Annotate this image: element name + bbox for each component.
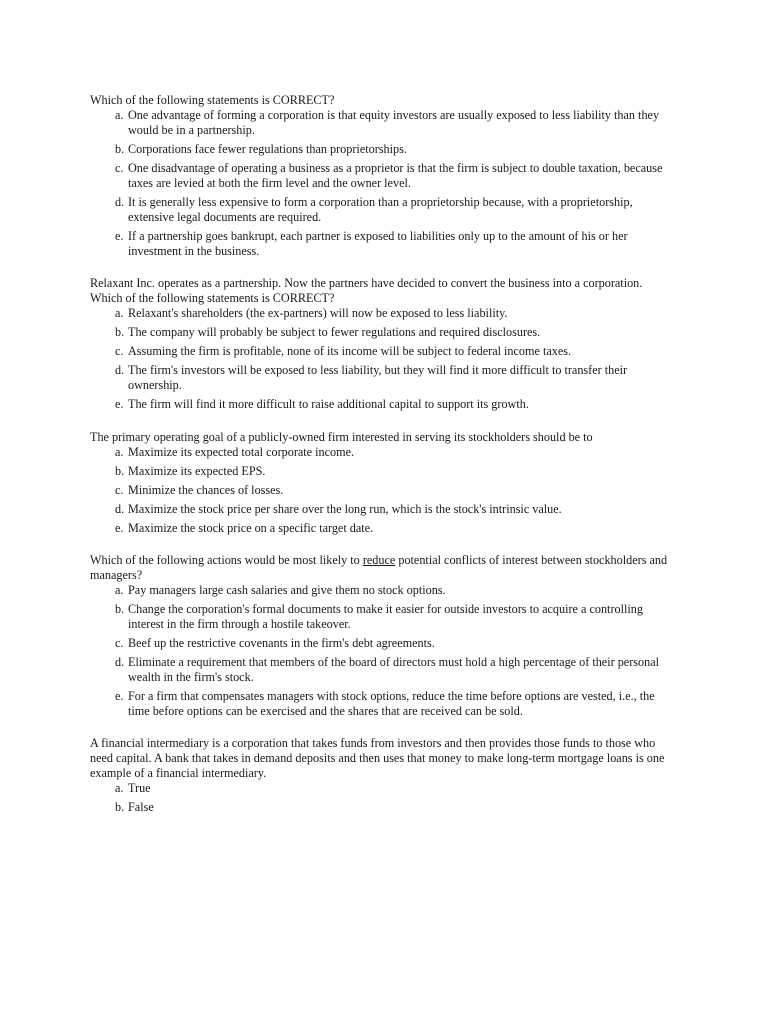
option-letter: a. <box>115 781 124 795</box>
option-a <box>90 781 668 796</box>
option-e <box>90 521 668 536</box>
option-letter: b. <box>115 602 125 616</box>
option-text: Maximize its expected total corporate income. <box>128 445 355 459</box>
option-text: The firm will find it more difficult to raise additional capital to support its growth. <box>128 397 529 411</box>
option-a <box>90 583 668 598</box>
question-2 <box>90 276 668 412</box>
answer-options <box>90 108 668 259</box>
option-b <box>90 142 668 157</box>
option-text: The company will probably be subject to fewer regulations and required disclosures. <box>128 325 541 339</box>
option-text: One advantage of forming a corporation is that equity investors are usually exposed to less liability than they would be in a partnership. <box>128 108 660 137</box>
option-letter: b. <box>115 325 125 339</box>
option-text: Change the corporation's formal documents to make it easier for outside investors to acquire a controlling interest in the firm through a hostile takeover. <box>128 602 643 631</box>
answer-options <box>90 445 668 536</box>
option-d <box>90 363 668 393</box>
option-letter: c. <box>115 344 124 358</box>
option-letter: b. <box>115 464 125 478</box>
option-text: Maximize the stock price per share over the long run, which is the stock's intrinsic value. <box>128 502 562 516</box>
option-letter: c. <box>115 161 124 175</box>
option-letter: a. <box>115 445 124 459</box>
option-d <box>90 655 668 685</box>
question-5 <box>90 736 668 815</box>
option-letter: b. <box>115 142 125 156</box>
option-c <box>90 636 668 651</box>
underlined-keyword: reduce <box>362 553 396 567</box>
option-b <box>90 800 668 815</box>
option-text: If a partnership goes bankrupt, each partner is exposed to liabilities only up to the amount of his or her investment in the business. <box>128 229 628 258</box>
option-d <box>90 195 668 225</box>
option-letter: b. <box>115 800 125 814</box>
question-stem: A financial intermediary is a corporation that takes funds from investors and then provides those funds to those who need capital. A bank that takes in demand deposits and then uses that money to make long-term mortgage loans is one example of a financial intermediary. <box>90 736 665 780</box>
question-stem: Relaxant Inc. operates as a partnership. Now the partners have decided to convert the business into a corporation. Which of the following statements is CORRECT? <box>90 276 643 305</box>
option-letter: c. <box>115 636 124 650</box>
option-text: Relaxant's shareholders (the ex-partners) will now be exposed to less liability. <box>128 306 508 320</box>
option-c <box>90 344 668 359</box>
option-letter: e. <box>115 397 124 411</box>
option-a <box>90 108 668 138</box>
option-text: It is generally less expensive to form a corporation than a proprietorship because, with a proprietorship, extensive legal documents are required. <box>128 195 633 224</box>
option-a <box>90 306 668 321</box>
option-c <box>90 161 668 191</box>
option-letter: d. <box>115 655 125 669</box>
option-c <box>90 483 668 498</box>
option-letter: d. <box>115 502 125 516</box>
option-letter: a. <box>115 108 124 122</box>
option-text: Minimize the chances of losses. <box>128 483 284 497</box>
option-text: Maximize its expected EPS. <box>128 464 266 478</box>
option-e <box>90 397 668 412</box>
option-text: One disadvantage of operating a business as a proprietor is that the firm is subject to double taxation, because taxes are levied at both the firm level and the owner level. <box>128 161 663 190</box>
question-stem: Which of the following statements is CORRECT? <box>90 93 335 107</box>
question-stem <box>90 553 668 583</box>
option-b <box>90 464 668 479</box>
option-text: The firm's investors will be exposed to less liability, but they will find it more difficult to transfer their ownership. <box>128 363 628 392</box>
question-1 <box>90 93 668 259</box>
option-text: Assuming the firm is profitable, none of its income will be subject to federal income taxes. <box>128 344 572 358</box>
option-letter: a. <box>115 306 124 320</box>
option-text: False <box>128 800 154 814</box>
option-d <box>90 502 668 517</box>
option-text: Maximize the stock price on a specific target date. <box>128 521 374 535</box>
question-3 <box>90 430 668 536</box>
option-letter: e. <box>115 229 124 243</box>
question-stem: The primary operating goal of a publicly-owned firm interested in serving its stockholders should be to <box>90 430 593 444</box>
option-letter: c. <box>115 483 124 497</box>
option-e <box>90 689 668 719</box>
answer-options <box>90 306 668 412</box>
question-4 <box>90 553 668 719</box>
answer-options <box>90 583 668 719</box>
option-b <box>90 325 668 340</box>
option-letter: a. <box>115 583 124 597</box>
option-b <box>90 602 668 632</box>
option-text: For a firm that compensates managers with stock options, reduce the time before options are vested, i.e., the time before options can be exercised and the shares that are received can be sold. <box>128 689 655 718</box>
option-text: Pay managers large cash salaries and give them no stock options. <box>128 583 446 597</box>
option-letter: d. <box>115 195 125 209</box>
question-stem-end: potential conflicts of interest between stockholders and managers? <box>90 553 668 582</box>
option-letter: e. <box>115 689 124 703</box>
option-letter: e. <box>115 521 124 535</box>
answer-options <box>90 781 668 815</box>
option-letter: d. <box>115 363 125 377</box>
question-stem-start: Which of the following actions would be most likely to <box>90 553 360 567</box>
option-text: Corporations face fewer regulations than proprietorships. <box>128 142 407 156</box>
option-text: Beef up the restrictive covenants in the firm's debt agreements. <box>128 636 435 650</box>
option-text: True <box>128 781 151 795</box>
option-a <box>90 445 668 460</box>
option-text: Eliminate a requirement that members of the board of directors must hold a high percentage of their personal wealth in the firm's stock. <box>128 655 659 684</box>
option-e <box>90 229 668 259</box>
